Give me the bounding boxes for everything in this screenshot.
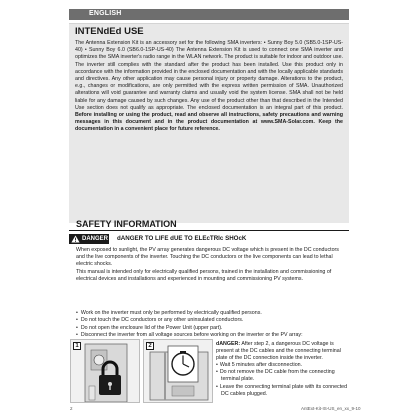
step-danger-label: dANGER: [216,341,241,347]
list-item: • Work on the inverter must only be performed by electrically qualified persons. [76,310,346,317]
intended-use-body [75,40,343,134]
intended-use-bold-note: Before installing or using the product, read and observe all instructions, safety precautions and warning messages in this document and in the product documentation at www.SMA-Solar.com. Keep the documentation in a convenient place for future reference. [75,112,343,133]
danger-paragraph-1: When exposed to sunlight, the PV array generates dangerous DC voltage which is present in the DC conductors and the live components of the inverter. Touching the DC conductors or the live components can lead to lethal electric shocks. [76,247,339,268]
danger-label: DANGER [82,236,109,242]
figure-wait-timer [143,339,213,403]
intended-use-paragraph: The Antenna Extension Kit is an accessory set for the following SMA inverters: • Sunny Boy 5.0 (SB5.0-1SP-US-40) • Sunny Boy 6.0 (SB6.0-1SP-US-40) The Antenna Extension Kit is used to connect one SMA inverter and optimizes the SMA inverter's radio range in the WLAN network. The product is suitable for indoor and outdoor use. The inverter still complies with the standard after the product has been installed. Use this product only in accordance with the information provided in the enclosed documentation and with the locally applicable standards and directives. Any other application may cause personal injury or property damage. Alterations to the product, e.g., changes or modifications, are only permitted with the express written permission of SMA. Unauthorized alterations will void guarantee and warranty claims and usually void the system license. SMA shall not be held liable for any damage caused by such changes. Any use of the product other than that described in the Intended Use section does not qualify as appropriate. The enclosed documentation is an integral part of this product. [75,40,343,111]
warning-triangle-icon [71,235,80,243]
safety-bullet-list [76,310,346,339]
danger-paragraph-2: This manual is intended only for electrically qualified persons, trained in the installation and commissioning of electrical devices and installations and experienced in mounting and commissioning PV systems. [76,269,332,283]
list-item: • Do not remove the DC cable from the connecting terminal plate. [216,369,350,383]
page-number: 2 [70,406,73,411]
step-bullet-list [216,362,350,397]
figure-number: 2 [146,342,154,350]
danger-header [69,234,349,244]
danger-heading: dANGER TO LIFE dUE TO ELEcTRIc SHOcK [117,235,247,242]
section-divider [69,230,349,231]
list-item: • Disconnect the inverter from all voltage sources before working on the inverter or the PV array: [76,332,346,339]
step-danger-text: After step 2, a dangerous DC voltage is present at the DC cables and the connecting terminal plate of the DC connection inside the inverter. [216,341,341,362]
list-item: • Leave the connecting terminal plate with its connected DC cables plugged. [216,384,350,398]
intended-use-title: INTENdEd USE [75,26,144,37]
list-item: • Do not open the enclosure lid of the Power Unit (upper part). [76,325,346,332]
figure-disconnect-switch [70,339,140,403]
language-label: ENGLISH [89,10,122,17]
danger-badge [69,234,109,244]
lockout-padlock-icon [71,340,140,403]
language-bar [69,9,349,20]
document-code: AntExt-Kit-IS-US_en_xx_9-10 [301,406,361,411]
list-item: • Wait 5 minutes after disconnection. [216,362,350,369]
list-item: • Do not touch the DC conductors or any other uninsulated conductors. [76,317,346,324]
wait-timer-icon [144,340,213,403]
safety-title: SAFETY INFORMATION [76,219,177,229]
figure-number: 1 [73,342,81,350]
intended-use-panel [69,23,349,223]
danger-step-note [216,341,350,398]
